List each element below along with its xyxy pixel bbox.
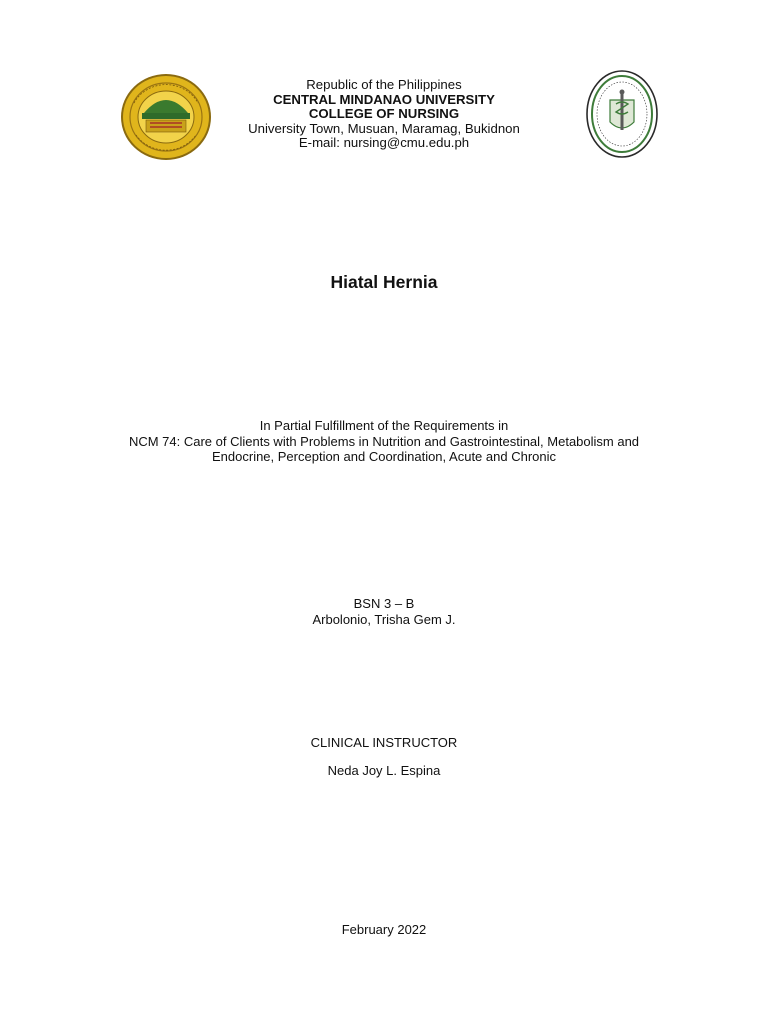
fulfillment-line-1: In Partial Fulfillment of the Requirements in: [259, 418, 509, 433]
address-line: University Town, Musuan, Maramag, Bukidnon: [248, 120, 520, 136]
university-name: CENTRAL MINDANAO UNIVERSITY: [273, 91, 495, 107]
instructor-name: Neda Joy L. Espina: [327, 763, 441, 778]
republic-line: Republic of the Philippines: [306, 77, 462, 92]
document-title: Hiatal Hernia: [330, 272, 438, 292]
section-label: BSN 3 – B: [353, 596, 415, 611]
instructor-label: CLINICAL INSTRUCTOR: [310, 735, 458, 750]
student-info: [0, 596, 768, 627]
fulfillment-statement: [0, 418, 768, 465]
email-line: E-mail: nursing@cmu.edu.ph: [298, 135, 470, 150]
document-date: February 2022: [341, 922, 427, 937]
nursing-college-seal-icon: [586, 70, 658, 158]
college-name: COLLEGE OF NURSING: [308, 106, 460, 121]
fulfillment-line-2: NCM 74: Care of Clients with Problems in Nutrition and Gastrointestinal, Metabolism and: [128, 433, 640, 449]
student-name: Arbolonio, Trisha Gem J.: [312, 611, 456, 627]
letterhead: [184, 78, 584, 151]
fulfillment-line-3: Endocrine, Perception and Coordination, Acute and Chronic: [212, 449, 556, 464]
